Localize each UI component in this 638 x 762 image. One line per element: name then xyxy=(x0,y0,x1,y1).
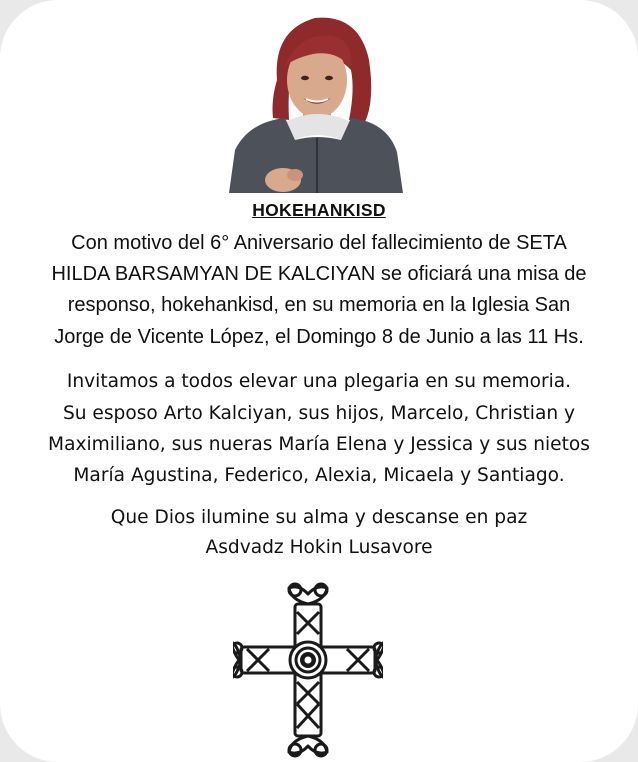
paragraph2-line: Maximiliano, sus nueras María Elena y Jessica y sus nietos xyxy=(48,434,590,455)
paragraph2-line: Invitamos a todos elevar una plegaria en su memoria. xyxy=(66,371,572,392)
paragraph2-line: Su esposo Arto Kalciyan, sus hijos, Marcelo, Christian y xyxy=(62,403,576,424)
armenian-cross-icon xyxy=(233,582,383,758)
paragraph1-line: responso, hokehankisd, en su memoria en la Iglesia San xyxy=(67,294,571,316)
paragraph1-line: Jorge de Vicente López, el Domingo 8 de Junio a las 11 Hs. xyxy=(54,326,584,348)
paragraph1-line: Con motivo del 6° Aniversario del fallecimiento de SETA xyxy=(71,232,567,254)
notice-heading: HOKEHANKISD xyxy=(252,200,386,220)
paragraph2-line: María Agustina, Federico, Alexia, Micaela y Santiago. xyxy=(73,465,565,486)
portrait-photo xyxy=(229,10,403,193)
closing-line: Asdvadz Hokin Lusavore xyxy=(205,537,433,558)
paragraph1-line: HILDA BARSAMYAN DE KALCIYAN se oficiará una misa de xyxy=(51,263,587,285)
closing-line: Que Dios ilumine su alma y descanse en paz xyxy=(110,507,528,528)
